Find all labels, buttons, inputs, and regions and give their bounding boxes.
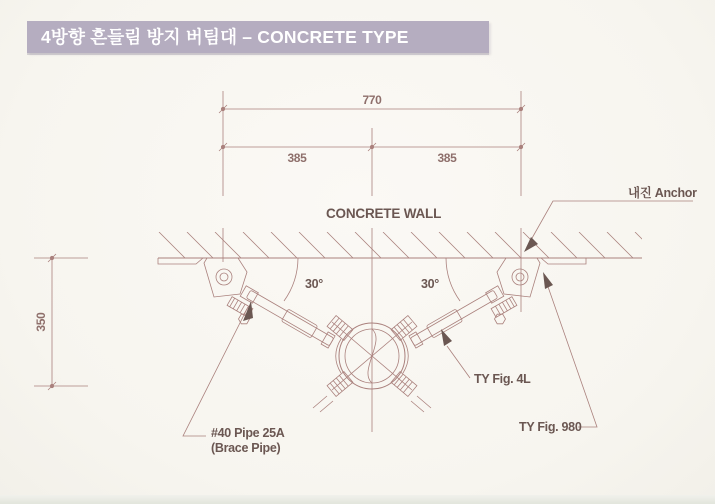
angle-label-right: 30° (421, 277, 440, 291)
ty-fig-4l-label: TY Fig. 4L (474, 372, 531, 386)
leader-ty-fig-980 (519, 272, 597, 434)
anchor-bolt-left (216, 269, 232, 285)
angle-arc-left (284, 258, 298, 301)
concrete-wall-hatching (158, 232, 642, 258)
dimension-350 (34, 254, 88, 390)
concrete-wall-label: CONCRETE WALL (326, 206, 442, 221)
dim-half-width-left: 385 (287, 151, 307, 165)
hex-nut-right (495, 314, 506, 324)
brace-pipe-label-line1: #40 Pipe 25A (211, 426, 285, 440)
brace-pipe-right (409, 285, 504, 348)
anchor-label: 내진 Anchor (628, 186, 697, 200)
dimension-770 (219, 93, 525, 113)
leader-ty4l-arrowhead (441, 329, 452, 346)
wall-shoe-right (541, 258, 586, 264)
leader-brace-pipe (183, 301, 285, 455)
dim-half-width-right: 385 (437, 151, 457, 165)
ty-fig-980-label: TY Fig. 980 (519, 420, 582, 434)
anchor-bolt-right (512, 269, 528, 285)
left-brace-assembly (204, 258, 335, 348)
leader-ty980-arrowhead (543, 272, 553, 289)
dim-total-width: 770 (362, 93, 382, 107)
brace-pipe-left (240, 285, 335, 348)
right-brace-assembly (409, 258, 540, 348)
dim-height: 350 (34, 312, 48, 332)
bottom-page-strip (0, 495, 715, 504)
page-title: 4방향 흔들림 방지 버팀대 – CONCRETE TYPE (27, 21, 489, 53)
concrete-wall (158, 206, 642, 264)
angle-arc-right (446, 258, 460, 301)
angle-label-left: 30° (305, 277, 324, 291)
brace-pipe-label-line2: (Brace Pipe) (211, 441, 281, 455)
leader-ty-fig-4l (441, 329, 531, 386)
pipe-cross-section (313, 228, 431, 432)
wall-shoe-left (158, 258, 203, 264)
